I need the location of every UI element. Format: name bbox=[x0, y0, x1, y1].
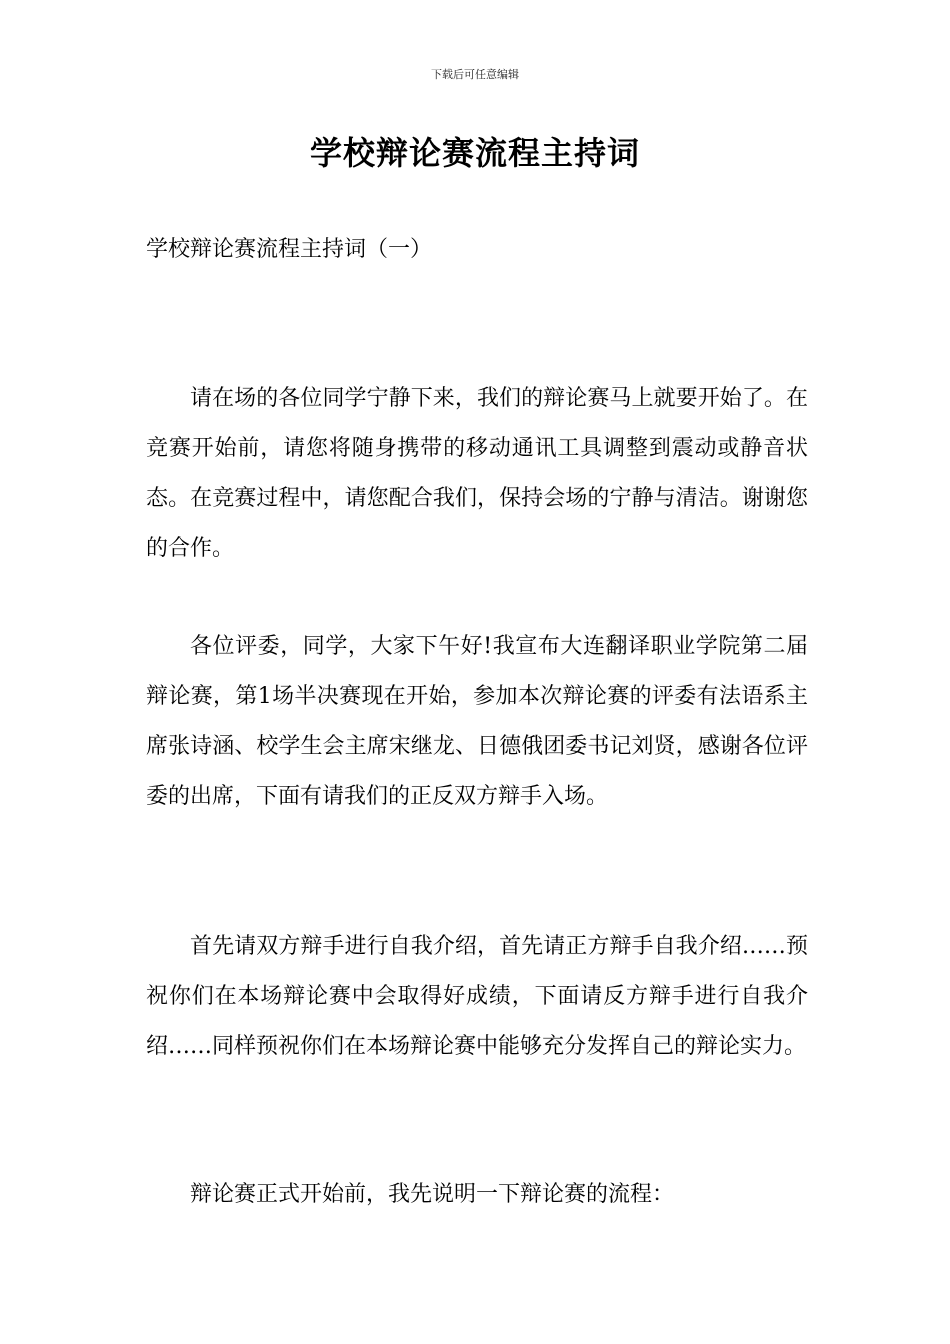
paragraph-intro-notice: 请在场的各位同学宁静下来，我们的辩论赛马上就要开始了。在竞赛开始前，请您将随身携带的移动通讯工具调整到震动或静音状态。在竞赛过程中，请您配合我们，保持会场的宁静与清洁。谢谢您的合作。 bbox=[146, 386, 808, 561]
paragraph-opening-announcement: 各位评委，同学，大家下午好!我宣布大连翻译职业学院第二届辩论赛，第1场半决赛现在开始，参加本次辩论赛的评委有法语系主席张诗涵、校学生会主席宋继龙、日德俄团委书记刘贤，感谢各位评委的出席，下面有请我们的正反双方辩手入场。 bbox=[146, 634, 808, 809]
document-title: 学校辩论赛流程主持词 bbox=[309, 134, 640, 172]
header-note: 下载后可任意编辑 bbox=[431, 68, 519, 81]
paragraph-process-intro: 辩论赛正式开始前，我先说明一下辩论赛的流程： bbox=[190, 1182, 675, 1207]
paragraph-self-introduction: 首先请双方辩手进行自我介绍，首先请正方辩手自我介绍……预祝你们在本场辩论赛中会取得好成绩，下面请反方辩手进行自我介绍……同样预祝你们在本场辩论赛中能够充分发挥自己的辩论实力。 bbox=[146, 934, 808, 1059]
section-subtitle: 学校辩论赛流程主持词（一） bbox=[146, 237, 433, 262]
